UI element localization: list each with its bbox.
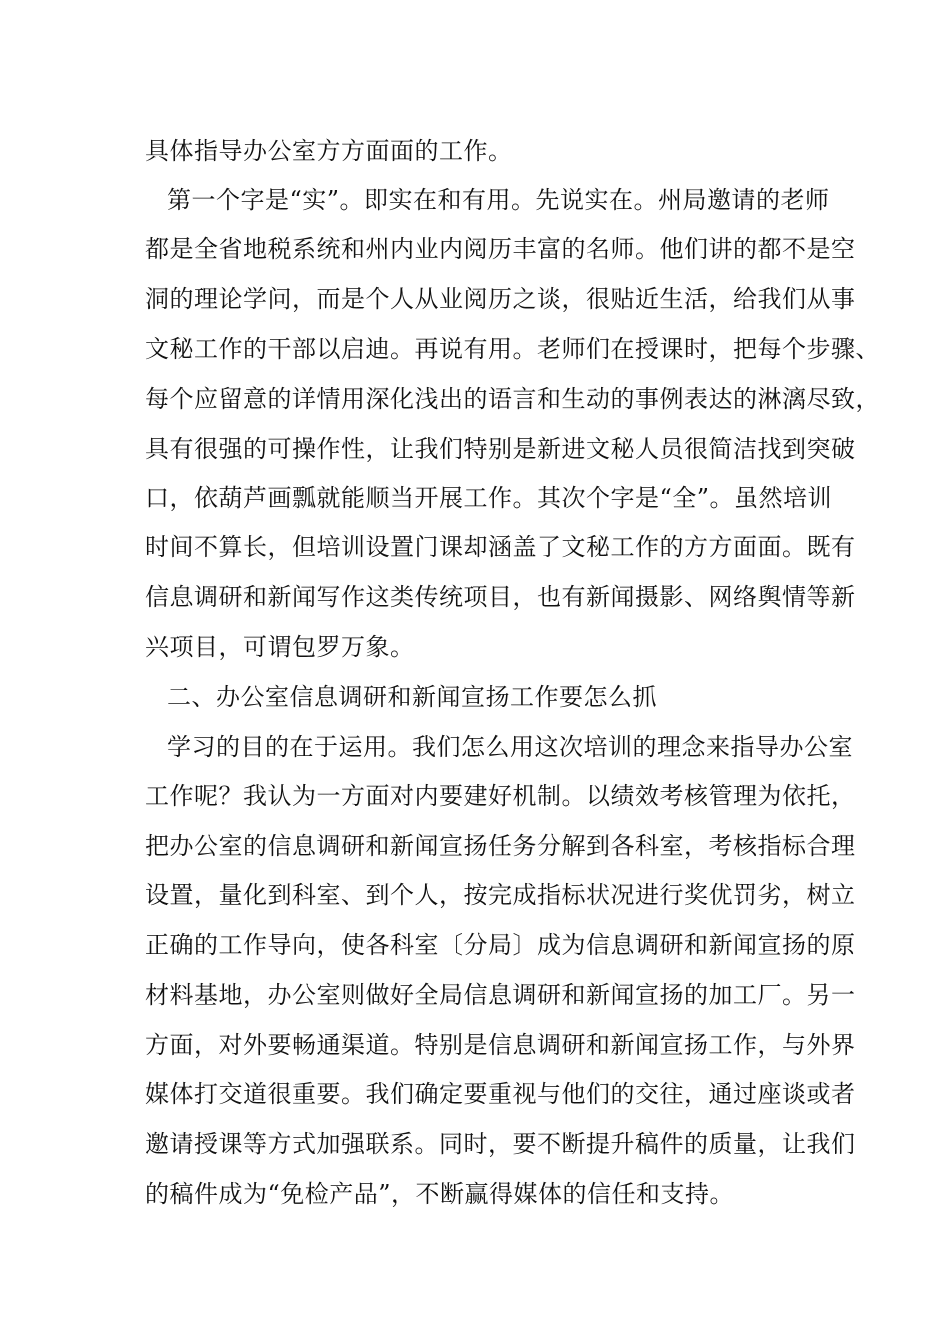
text-line: 口，依葫芦画瓢就能顺当开展工作。其次个字是“全”。虽然培训 bbox=[145, 484, 833, 512]
text-line: 材料基地，办公室则做好全局信息调研和新闻宣扬的加工厂。另一 bbox=[145, 981, 856, 1009]
section-heading: 二、办公室信息调研和新闻宣扬工作要怎么抓 bbox=[167, 683, 657, 711]
text-line: 都是全省地税系统和州内业内阅历丰富的名师。他们讲的都不是空 bbox=[145, 235, 856, 263]
text-line: 洞的理论学问，而是个人从业阅历之谈，很贴近生活，给我们从事 bbox=[145, 285, 856, 313]
text-line: 信息调研和新闻写作这类传统项目，也有新闻摄影、网络舆情等新 bbox=[145, 583, 856, 611]
paragraph-start-line: 学习的目的在于运用。我们怎么用这次培训的理念来指导办公室 bbox=[167, 733, 853, 761]
text-line: 的稿件成为“免检产品”，不断赢得媒体的信任和支持。 bbox=[145, 1180, 735, 1208]
text-line: 每个应留意的详情用深化浅出的语言和生动的事例表达的淋漓尽致， bbox=[145, 385, 880, 413]
paragraph-start-line: 第一个字是“实”。即实在和有用。先说实在。州局邀请的老师 bbox=[167, 186, 830, 214]
text-line: 兴项目，可谓包罗万象。 bbox=[145, 633, 415, 661]
text-line: 具体指导办公室方方面面的工作。 bbox=[145, 137, 513, 165]
text-line: 媒体打交道很重要。我们确定要重视与他们的交往，通过座谈或者 bbox=[145, 1080, 856, 1108]
text-line: 正确的工作导向，使各科室〔分局〕成为信息调研和新闻宣扬的原 bbox=[145, 931, 856, 959]
text-line: 方面，对外要畅通渠道。特别是信息调研和新闻宣扬工作，与外界 bbox=[145, 1031, 856, 1059]
text-line: 文秘工作的干部以启迪。再说有用。老师们在授课时，把每个步骤、 bbox=[145, 335, 880, 363]
text-line: 邀请授课等方式加强联系。同时，要不断提升稿件的质量，让我们 bbox=[145, 1130, 856, 1158]
text-line: 工作呢？我认为一方面对内要建好机制。以绩效考核管理为依托， bbox=[145, 782, 856, 810]
text-line: 把办公室的信息调研和新闻宣扬任务分解到各科室，考核指标合理 bbox=[145, 832, 856, 860]
text-line: 具有很强的可操作性，让我们特别是新进文秘人员很简洁找到突破 bbox=[145, 435, 856, 463]
text-line: 时间不算长，但培训设置门课却涵盖了文秘工作的方方面面。既有 bbox=[145, 533, 856, 561]
text-line: 设置，量化到科室、到个人，按完成指标状况进行奖优罚劣，树立 bbox=[145, 881, 856, 909]
